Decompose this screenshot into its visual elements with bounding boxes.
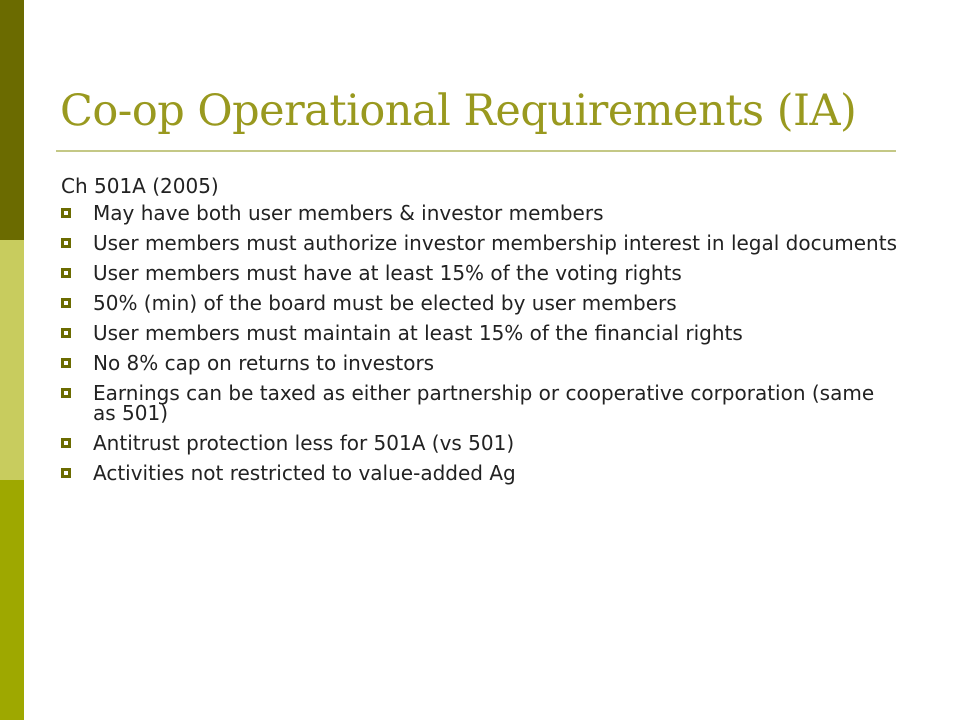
sidebar-bar-top — [0, 0, 24, 240]
list-item — [61, 433, 901, 453]
list-item — [61, 263, 901, 283]
sidebar-bar-bottom — [0, 480, 24, 720]
square-bullet-icon — [61, 208, 71, 218]
square-bullet-icon — [61, 468, 71, 478]
list-item — [61, 203, 901, 223]
bullet-text: No 8% cap on returns to investors — [93, 351, 435, 375]
square-bullet-icon — [61, 358, 71, 368]
square-bullet-icon — [61, 328, 71, 338]
bullet-text: Antitrust protection less for 501A (vs 501) — [93, 431, 515, 455]
list-item — [61, 463, 901, 483]
square-bullet-icon — [61, 438, 71, 448]
square-bullet-icon — [61, 298, 71, 308]
list-item — [61, 233, 901, 253]
bullet-text: May have both user members & investor members — [93, 201, 604, 225]
bullet-text: User members must have at least 15% of the voting rights — [93, 261, 682, 285]
square-bullet-icon — [61, 388, 71, 398]
list-item — [61, 353, 901, 373]
sidebar-bar-middle — [0, 240, 24, 480]
square-bullet-icon — [61, 238, 71, 248]
bullet-text: 50% (min) of the board must be elected by user members — [93, 291, 677, 315]
slide-content — [61, 174, 901, 493]
list-item — [61, 383, 901, 423]
list-item — [61, 293, 901, 313]
bullet-text: Earnings can be taxed as either partnership or cooperative corporation (same as 501) — [93, 381, 875, 425]
title-divider — [56, 150, 896, 152]
slide-subheading: Ch 501A (2005) — [61, 174, 219, 198]
bullet-text: User members must maintain at least 15% of the financial rights — [93, 321, 743, 345]
bullet-list — [61, 203, 901, 483]
bullet-text: User members must authorize investor membership interest in legal documents — [93, 231, 897, 255]
square-bullet-icon — [61, 268, 71, 278]
bullet-text: Activities not restricted to value-added Ag — [93, 461, 516, 485]
slide-title: Co-op Operational Requirements (IA) — [60, 86, 857, 136]
list-item — [61, 323, 901, 343]
